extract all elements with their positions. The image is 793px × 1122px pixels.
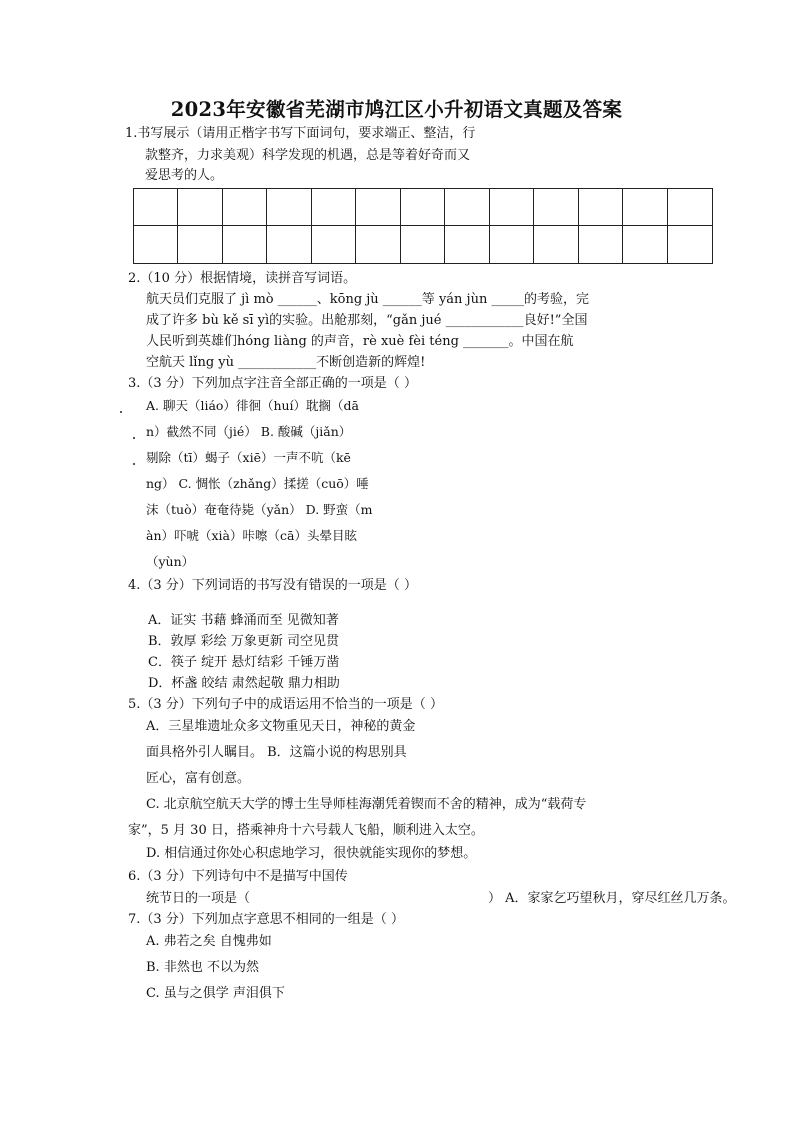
q5-option-d: D. 相信通过你处心积虑地学习，很快就能实现你的梦想。 [146, 846, 477, 861]
grid-cell[interactable] [623, 189, 667, 226]
q4-line-1: 4.（3 分）下列词语的书写没有错误的一项是（ ） [128, 578, 417, 593]
q3-line-8: （yùn） [146, 554, 195, 569]
grid-cell[interactable] [623, 226, 667, 263]
grid-cell[interactable] [312, 189, 356, 226]
emphasis-dot [133, 437, 135, 439]
grid-cell[interactable] [356, 189, 400, 226]
grid-cell[interactable] [401, 226, 445, 263]
q2-line-5: 空航天 lǐng yù ____________不断创造新的辉煌! [146, 355, 426, 370]
q6-option-a: ） A．家家乞巧望秋月，穿尽红丝几万条。 [488, 891, 736, 906]
q5-line-3: 面具格外引人瞩目。 B．这篇小说的构思别具 [146, 745, 407, 760]
q5-line-4: 匠心，富有创意。 [146, 771, 251, 786]
q7-option-b: B. 非然也 不以为然 [146, 960, 259, 975]
q3-line-1: 3.（3 分）下列加点字注音全部正确的一项是（ ） [128, 376, 417, 391]
q5-option-c-line-1: C. 北京航空航天大学的博士生导师桂海潮凭着锲而不舍的精神，成为“载荷专 [146, 797, 587, 812]
grid-cell[interactable] [490, 189, 534, 226]
emphasis-dot [120, 411, 122, 413]
q6-line-2: 统节日的一项是（ [146, 891, 251, 906]
grid-cell[interactable] [134, 226, 178, 263]
grid-cell[interactable] [668, 189, 712, 226]
grid-cell[interactable] [134, 189, 178, 226]
q2-line-1: 2.（10 分）根据情境，读拼音写词语。 [128, 271, 357, 286]
grid-cell[interactable] [534, 189, 578, 226]
grid-cell[interactable] [445, 226, 489, 263]
q5-option-c-line-2: 家”，5 月 30 日，搭乘神舟十六号载人飞船，顺利进入太空。 [128, 823, 484, 838]
q3-line-6: 沫（tuò）奄奄待毙（yǎn） D. 野蛮（m [146, 502, 373, 517]
grid-cell[interactable] [534, 226, 578, 263]
q3-line-7: àn）吓唬（xià）咔嚓（cā）头晕目眩 [146, 528, 357, 543]
q1-line-1: 1.书写展示（请用正楷字书写下面词句，要求端正、整洁，行 [125, 126, 476, 141]
grid-cell[interactable] [445, 189, 489, 226]
q5-line-1: 5.（3 分）下列句子中的成语运用不恰当的一项是（ ） [128, 697, 443, 712]
q3-line-5: ng） C. 惆怅（zhǎng）揉搓（cuō）唾 [146, 476, 369, 491]
page-title: 2023年安徽省芜湖市鸠江区小升初语文真题及答案 [170, 98, 623, 121]
grid-cell[interactable] [490, 226, 534, 263]
q2-line-4: 人民听到英雄们hóng liàng 的声音，rè xuè fèi téng _______。中国在航 [146, 334, 574, 349]
q4-option-d: D．杯盏 皎结 肃然起敬 鼎力相助 [148, 676, 340, 691]
q4-option-b: B．敦厚 彩绘 万象更新 司空见贯 [148, 634, 339, 649]
q5-line-2: A．三星堆遗址众多文物重见天日，神秘的黄金 [146, 719, 416, 734]
grid-cell[interactable] [401, 189, 445, 226]
grid-cell[interactable] [356, 226, 400, 263]
q4-option-c: C．筷子 绽开 悬灯结彩 千锤万凿 [148, 655, 340, 670]
grid-cell[interactable] [178, 189, 222, 226]
grid-cell[interactable] [267, 189, 311, 226]
grid-cell[interactable] [223, 226, 267, 263]
q2-line-3: 成了许多 bù kě sī yì的实验。出舱那刻，“gǎn jué ____________良好!”全国 [146, 313, 588, 328]
q1-line-2: 款整齐，力求美观）科学发现的机遇，总是等着好奇而又 [145, 148, 471, 163]
grid-cell[interactable] [223, 189, 267, 226]
grid-cell[interactable] [312, 226, 356, 263]
q7-line-1: 7.（3 分）下列加点字意思不相同的一组是（ ） [128, 912, 404, 927]
q4-option-a: A．证实 书藉 蜂涌而至 见微知著 [148, 613, 339, 628]
q3-line-2: A. 聊天（liáo）徘徊（huí）耽搁（dā [146, 398, 360, 413]
q6-line-1: 6.（3 分）下列诗句中不是描写中国传 [128, 869, 348, 884]
grid-cell[interactable] [579, 189, 623, 226]
grid-cell[interactable] [267, 226, 311, 263]
grid-cell[interactable] [579, 226, 623, 263]
q7-option-a: A. 弗若之矣 自愧弗如 [146, 934, 272, 949]
q1-line-3: 爱思考的人。 [145, 168, 224, 183]
q3-line-3: n）截然不同（jié） B. 酸碱（jiǎn） [146, 424, 352, 439]
grid-cell[interactable] [668, 226, 712, 263]
handwriting-grid[interactable] [133, 188, 713, 264]
grid-cell[interactable] [178, 226, 222, 263]
q3-line-4: 剔除（tī）蝎子（xiē）一声不吭（kē [146, 450, 351, 465]
emphasis-dot [133, 463, 135, 465]
q7-option-c: C. 虽与之俱学 声泪俱下 [146, 986, 285, 1001]
q2-line-2: 航天员们克服了 jì mò ______、kōng jù ______等 yán jùn _____的考验，完 [146, 292, 589, 307]
